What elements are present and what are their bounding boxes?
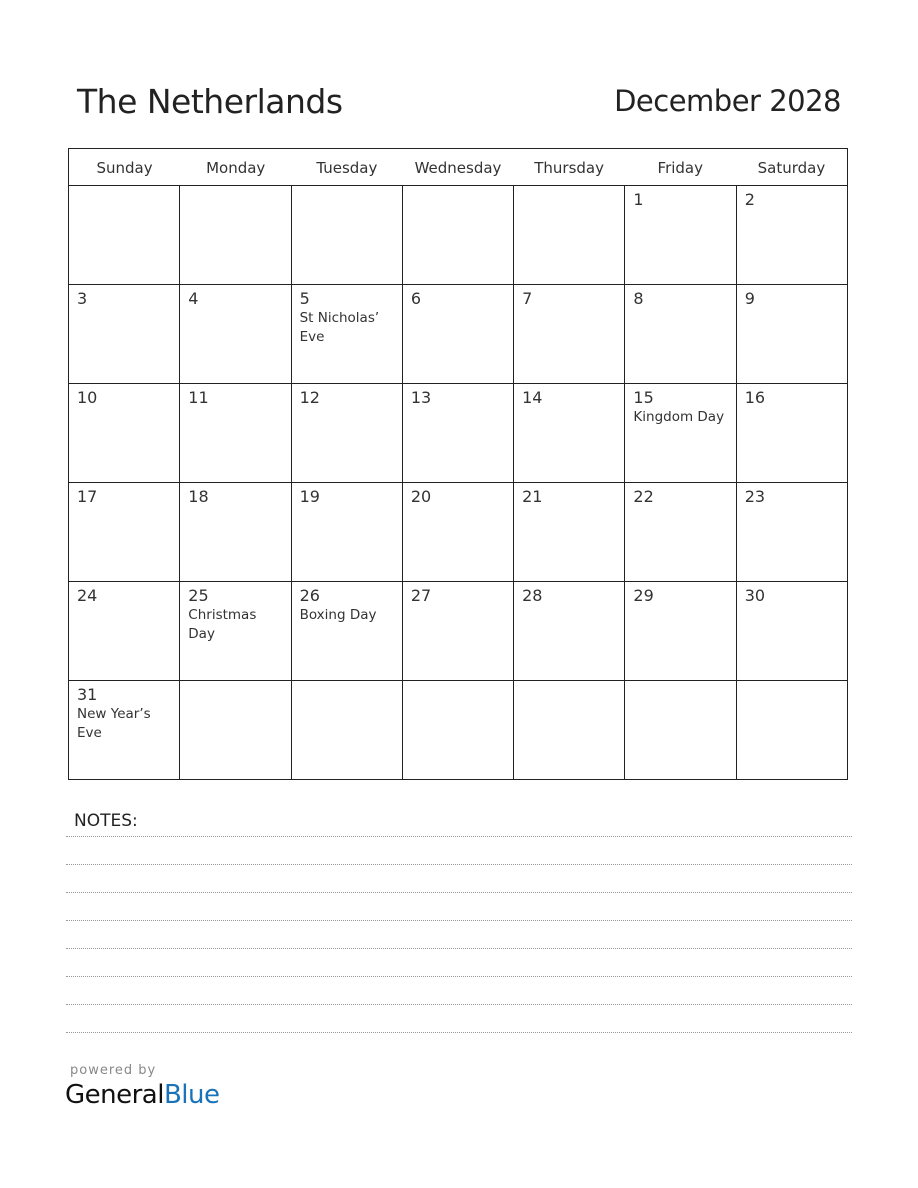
- day-cell: [292, 285, 403, 383]
- day-cell: [292, 384, 403, 482]
- day-cell: [403, 681, 514, 779]
- week-row: [69, 582, 847, 681]
- country-title: The Netherlands: [77, 82, 343, 121]
- notes-label: NOTES:: [74, 811, 138, 831]
- day-cell: [69, 582, 180, 680]
- day-cell: [403, 186, 514, 284]
- day-cell: [737, 681, 847, 779]
- weekday-monday: Monday: [206, 159, 266, 177]
- week-row: [69, 285, 847, 384]
- day-number: 21: [522, 487, 543, 506]
- holiday-label: Kingdom Day: [633, 409, 725, 425]
- weekday-friday: Friday: [657, 159, 703, 177]
- day-cell: [69, 384, 180, 482]
- day-cell: [625, 681, 736, 779]
- day-number: 15: [633, 388, 654, 407]
- month-year-title: December 2028: [614, 84, 841, 118]
- notes-line: [66, 976, 852, 977]
- day-cell: [625, 285, 736, 383]
- day-number: 14: [522, 388, 543, 407]
- notes-line: [66, 920, 852, 921]
- day-number: 5: [299, 289, 310, 308]
- day-cell: [403, 582, 514, 680]
- weekday-header: [69, 149, 847, 186]
- day-number: 9: [744, 289, 755, 308]
- day-cell: [403, 285, 514, 383]
- day-cell: [292, 483, 403, 581]
- day-cell: [625, 186, 736, 284]
- day-cell: [69, 483, 180, 581]
- day-number: 30: [744, 586, 766, 605]
- holiday-label: Boxing Day: [299, 607, 377, 623]
- weekday-saturday: Saturday: [757, 159, 826, 177]
- day-cell: [514, 681, 625, 779]
- day-cell: [292, 186, 403, 284]
- day-number: 27: [410, 586, 432, 605]
- calendar-grid: [68, 148, 848, 780]
- day-cell: [514, 483, 625, 581]
- day-number: 13: [410, 388, 432, 407]
- day-cell: [737, 285, 847, 383]
- day-cell: [180, 681, 291, 779]
- day-number: 25: [188, 586, 209, 605]
- week-row: [69, 186, 847, 285]
- notes-line: [66, 892, 852, 893]
- brand-blue: Blue: [163, 1080, 220, 1110]
- day-number: 7: [522, 289, 533, 308]
- day-cell: [180, 582, 291, 680]
- day-cell: [180, 384, 291, 482]
- day-number: 22: [633, 487, 654, 506]
- day-cell: [737, 582, 847, 680]
- day-cell: [69, 285, 180, 383]
- holiday-label: St Nicholas’ Eve: [299, 310, 380, 345]
- day-number: 11: [188, 388, 209, 407]
- day-number: 10: [77, 388, 98, 407]
- day-cell: [625, 582, 736, 680]
- day-number: 23: [744, 487, 766, 506]
- weekday-tuesday: Tuesday: [316, 159, 378, 177]
- day-cell: [737, 483, 847, 581]
- day-number: 31: [77, 685, 98, 704]
- brand-general: General: [65, 1080, 164, 1110]
- day-cell: [625, 483, 736, 581]
- day-number: 20: [410, 487, 432, 506]
- day-cell: [180, 186, 291, 284]
- day-cell: [292, 582, 403, 680]
- day-number: 26: [299, 586, 320, 605]
- day-cell: [180, 483, 291, 581]
- day-number: 6: [410, 289, 422, 308]
- day-cell: [625, 384, 736, 482]
- day-cell: [292, 681, 403, 779]
- weekday-sunday: Sunday: [96, 159, 153, 177]
- day-number: 16: [744, 388, 766, 407]
- holiday-label: New Year’s Eve: [77, 706, 151, 741]
- notes-line: [66, 864, 852, 865]
- day-number: 12: [299, 388, 320, 407]
- day-cell: [69, 681, 180, 779]
- day-cell: [403, 483, 514, 581]
- day-cell: [514, 582, 625, 680]
- day-cell: [180, 285, 291, 383]
- notes-line: [66, 1032, 852, 1033]
- day-number: 8: [633, 289, 644, 308]
- notes-line: [66, 836, 852, 837]
- week-row: [69, 483, 847, 582]
- day-number: 24: [77, 586, 98, 605]
- day-number: 17: [77, 487, 98, 506]
- day-cell: [403, 384, 514, 482]
- generalblue-logo: [65, 1080, 220, 1110]
- week-row: [69, 681, 847, 779]
- day-cell: [514, 186, 625, 284]
- day-number: 1: [633, 190, 644, 209]
- weekday-thursday: Thursday: [534, 159, 604, 177]
- notes-line: [66, 1004, 852, 1005]
- day-number: 3: [77, 289, 88, 308]
- day-number: 28: [522, 586, 543, 605]
- day-number: 18: [188, 487, 209, 506]
- day-cell: [737, 384, 847, 482]
- notes-line: [66, 948, 852, 949]
- week-row: [69, 384, 847, 483]
- powered-by-text: powered by: [70, 1063, 157, 1078]
- day-cell: [737, 186, 847, 284]
- day-number: 29: [633, 586, 654, 605]
- day-number: 2: [744, 190, 755, 209]
- holiday-label: Christmas Day: [188, 607, 257, 642]
- day-cell: [514, 384, 625, 482]
- day-number: 19: [299, 487, 320, 506]
- day-cell: [69, 186, 180, 284]
- day-number: 4: [188, 289, 199, 308]
- day-cell: [514, 285, 625, 383]
- weekday-wednesday: Wednesday: [414, 159, 502, 177]
